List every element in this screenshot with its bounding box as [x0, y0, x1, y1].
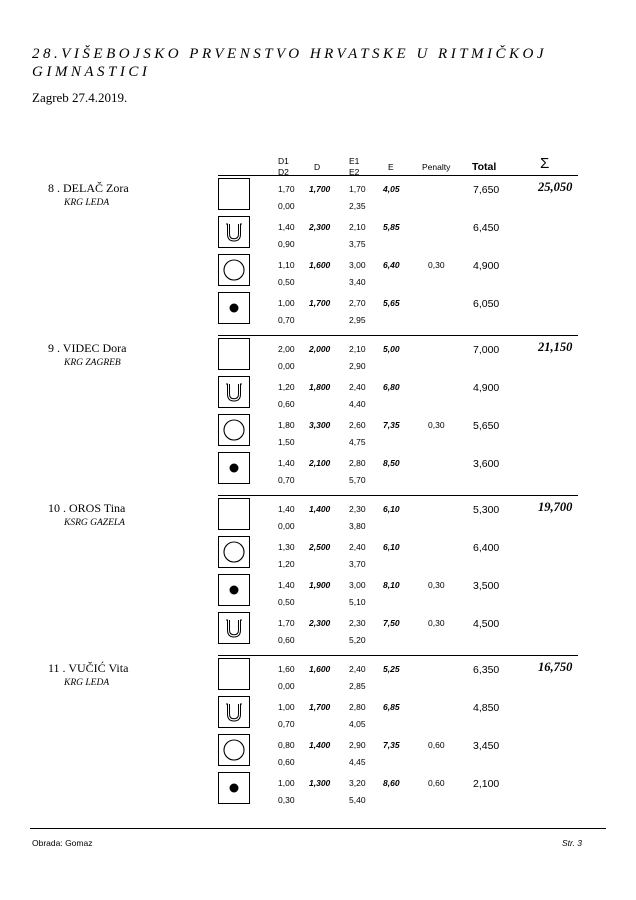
apparatus-row: [0, 376, 636, 414]
d-score: 1,700: [309, 702, 331, 712]
e2-score: 2,95: [349, 315, 366, 325]
e-score: 6,10: [383, 504, 400, 514]
ribbon-icon: [218, 612, 250, 644]
e-score: 5,85: [383, 222, 400, 232]
e1-score: 2,30: [349, 618, 366, 628]
d1-score: 1,70: [278, 184, 295, 194]
athlete-club: KRG LEDA: [64, 678, 110, 688]
footer-page-number: Str. 3: [562, 838, 582, 848]
apparatus-total: 7,650: [473, 184, 500, 196]
e1-score: 2,40: [349, 542, 366, 552]
athlete-total-sum: 21,150: [538, 340, 573, 354]
d-score: 1,400: [309, 740, 331, 750]
apparatus-total: 2,100: [473, 778, 500, 790]
d2-score: 0,00: [278, 521, 295, 531]
ball-icon: [218, 452, 250, 484]
e1-score: 3,00: [349, 260, 366, 270]
e-score: 8,50: [383, 458, 400, 468]
d-score: 1,800: [309, 382, 331, 392]
column-header-d: D: [314, 162, 321, 172]
e1-score: 2,10: [349, 344, 366, 354]
e2-score: 2,90: [349, 361, 366, 371]
e2-score: 4,05: [349, 719, 366, 729]
e-score: 7,35: [383, 420, 400, 430]
ribbon-icon: [218, 216, 250, 248]
d2-score: 0,50: [278, 597, 295, 607]
apparatus-row: [0, 612, 636, 650]
d-score: 1,700: [309, 298, 331, 308]
athlete-rank-name: 8 . DELAČ Zora: [48, 181, 129, 195]
e1-score: 3,20: [349, 778, 366, 788]
e2-score: 2,85: [349, 681, 366, 691]
ribbon-icon: [218, 696, 250, 728]
d2-score: 0,50: [278, 277, 295, 287]
e2-score: 5,10: [349, 597, 366, 607]
apparatus-row: [0, 414, 636, 452]
e1-score: 2,10: [349, 222, 366, 232]
athlete-rank-name: 10 . OROS Tina: [48, 501, 126, 515]
apparatus-row: [0, 498, 636, 536]
d-score: 2,300: [309, 618, 331, 628]
d2-score: 0,70: [278, 315, 295, 325]
ball-icon: [218, 772, 250, 804]
hoop-icon: [218, 254, 250, 286]
e-score: 6,80: [383, 382, 400, 392]
e2-score: 5,40: [349, 795, 366, 805]
e1-score: 1,70: [349, 184, 366, 194]
e-score: 5,25: [383, 664, 400, 674]
hoop-icon: [218, 414, 250, 446]
e-score: 5,65: [383, 298, 400, 308]
d2-score: 0,70: [278, 719, 295, 729]
e2-score: 5,20: [349, 635, 366, 645]
e-score: 4,05: [383, 184, 400, 194]
blank-icon: [218, 658, 250, 690]
d2-score: 0,70: [278, 475, 295, 485]
apparatus-total: 6,050: [473, 298, 500, 310]
d-score: 1,700: [309, 184, 331, 194]
athlete-separator: [218, 175, 578, 176]
blank-icon: [218, 178, 250, 210]
athlete-club: KSRG GAZELA: [64, 518, 125, 528]
column-header-e1e2: E1 E2: [349, 156, 360, 177]
d-score: 1,900: [309, 580, 331, 590]
d-score: 1,300: [309, 778, 331, 788]
column-header-sigma: Σ: [540, 155, 550, 172]
blank-icon: [218, 338, 250, 370]
e2-score: 4,75: [349, 437, 366, 447]
e-score: 8,10: [383, 580, 400, 590]
penalty-score: 0,30: [428, 260, 445, 270]
d1-score: 1,10: [278, 260, 295, 270]
d2-score: 0,30: [278, 795, 295, 805]
d-score: 1,600: [309, 664, 331, 674]
d2-score: 0,00: [278, 361, 295, 371]
d1-score: 1,00: [278, 702, 295, 712]
penalty-score: 0,30: [428, 618, 445, 628]
d2-score: 0,90: [278, 239, 295, 249]
apparatus-total: 4,900: [473, 382, 500, 394]
apparatus-row: [0, 734, 636, 772]
d-score: 1,600: [309, 260, 331, 270]
ball-icon: [218, 292, 250, 324]
apparatus-total: 3,450: [473, 740, 500, 752]
e2-score: 4,45: [349, 757, 366, 767]
e1-score: 2,30: [349, 504, 366, 514]
d-score: 2,100: [309, 458, 331, 468]
e-score: 8,60: [383, 778, 400, 788]
apparatus-total: 5,650: [473, 420, 500, 432]
d1-score: 1,00: [278, 778, 295, 788]
apparatus-row: [0, 216, 636, 254]
athlete-separator: [218, 335, 578, 336]
apparatus-total: 7,000: [473, 344, 500, 356]
column-header-penalty: Penalty: [422, 162, 451, 172]
d-score: 2,000: [309, 344, 331, 354]
apparatus-total: 3,600: [473, 458, 500, 470]
d1-score: 1,40: [278, 580, 295, 590]
athlete-total-sum: 16,750: [538, 660, 573, 674]
e1-score: 3,00: [349, 580, 366, 590]
apparatus-total: 6,350: [473, 664, 500, 676]
e1-score: 2,60: [349, 420, 366, 430]
athlete-separator: [218, 655, 578, 656]
e1-score: 2,40: [349, 382, 366, 392]
apparatus-row: [0, 254, 636, 292]
d2-score: 0,00: [278, 201, 295, 211]
penalty-score: 0,60: [428, 778, 445, 788]
footer-rule: [30, 828, 606, 829]
footer-processed-by: Obrada: Gomaz: [32, 838, 93, 848]
apparatus-row: [0, 772, 636, 810]
penalty-score: 0,30: [428, 420, 445, 430]
e2-score: 4,40: [349, 399, 366, 409]
d1-score: 1,60: [278, 664, 295, 674]
e1-score: 2,40: [349, 664, 366, 674]
apparatus-row: [0, 338, 636, 376]
athlete-total-sum: 19,700: [538, 500, 573, 514]
d2-score: 0,60: [278, 399, 295, 409]
apparatus-total: 4,900: [473, 260, 500, 272]
column-header-d1d2: D1 D2: [278, 156, 289, 177]
e2-score: 2,35: [349, 201, 366, 211]
e2-score: 5,70: [349, 475, 366, 485]
d-score: 2,300: [309, 222, 331, 232]
apparatus-total: 4,500: [473, 618, 500, 630]
penalty-score: 0,30: [428, 580, 445, 590]
athlete-separator: [218, 495, 578, 496]
apparatus-row: [0, 536, 636, 574]
apparatus-total: 5,300: [473, 504, 500, 516]
e-score: 5,00: [383, 344, 400, 354]
column-header-e: E: [388, 162, 394, 172]
e1-score: 2,70: [349, 298, 366, 308]
apparatus-total: 6,450: [473, 222, 500, 234]
e2-score: 3,80: [349, 521, 366, 531]
column-header-total: Total: [472, 161, 497, 173]
ball-icon: [218, 574, 250, 606]
d1-score: 1,00: [278, 298, 295, 308]
athlete-total-sum: 25,050: [538, 180, 573, 194]
penalty-score: 0,60: [428, 740, 445, 750]
e-score: 7,50: [383, 618, 400, 628]
athlete-rank-name: 11 . VUČIĆ Vita: [48, 661, 129, 675]
d1-score: 1,40: [278, 222, 295, 232]
e-score: 6,85: [383, 702, 400, 712]
blank-icon: [218, 498, 250, 530]
apparatus-total: 6,400: [473, 542, 500, 554]
e1-score: 2,80: [349, 458, 366, 468]
e-score: 7,35: [383, 740, 400, 750]
hoop-icon: [218, 536, 250, 568]
d1-score: 1,40: [278, 504, 295, 514]
hoop-icon: [218, 734, 250, 766]
apparatus-row: [0, 574, 636, 612]
apparatus-row: [0, 452, 636, 490]
e2-score: 3,75: [349, 239, 366, 249]
apparatus-row: [0, 292, 636, 330]
d1-score: 1,40: [278, 458, 295, 468]
e1-score: 2,80: [349, 702, 366, 712]
d1-score: 1,30: [278, 542, 295, 552]
d1-score: 1,20: [278, 382, 295, 392]
d2-score: 1,20: [278, 559, 295, 569]
e-score: 6,10: [383, 542, 400, 552]
d2-score: 0,60: [278, 757, 295, 767]
d2-score: 1,50: [278, 437, 295, 447]
document-title: 28.VIŠEBOJSKO PRVENSTVO HRVATSKE U RITMIČKOJ GIMNASTICI: [32, 46, 548, 80]
document-date: Zagreb 27.4.2019.: [32, 90, 128, 105]
apparatus-total: 3,500: [473, 580, 500, 592]
d-score: 2,500: [309, 542, 331, 552]
e2-score: 3,40: [349, 277, 366, 287]
e1-score: 2,90: [349, 740, 366, 750]
d-score: 1,400: [309, 504, 331, 514]
apparatus-row: [0, 178, 636, 216]
d1-score: 1,80: [278, 420, 295, 430]
apparatus-row: [0, 696, 636, 734]
athlete-rank-name: 9 . VIDEC Dora: [48, 341, 127, 355]
d1-score: 0,80: [278, 740, 295, 750]
d2-score: 0,60: [278, 635, 295, 645]
apparatus-row: [0, 658, 636, 696]
e2-score: 3,70: [349, 559, 366, 569]
athlete-club: KRG ZAGREB: [64, 358, 121, 368]
d2-score: 0,00: [278, 681, 295, 691]
ribbon-icon: [218, 376, 250, 408]
apparatus-total: 4,850: [473, 702, 500, 714]
e-score: 6,40: [383, 260, 400, 270]
d1-score: 1,70: [278, 618, 295, 628]
athlete-club: KRG LEDA: [64, 198, 110, 208]
d1-score: 2,00: [278, 344, 295, 354]
d-score: 3,300: [309, 420, 331, 430]
